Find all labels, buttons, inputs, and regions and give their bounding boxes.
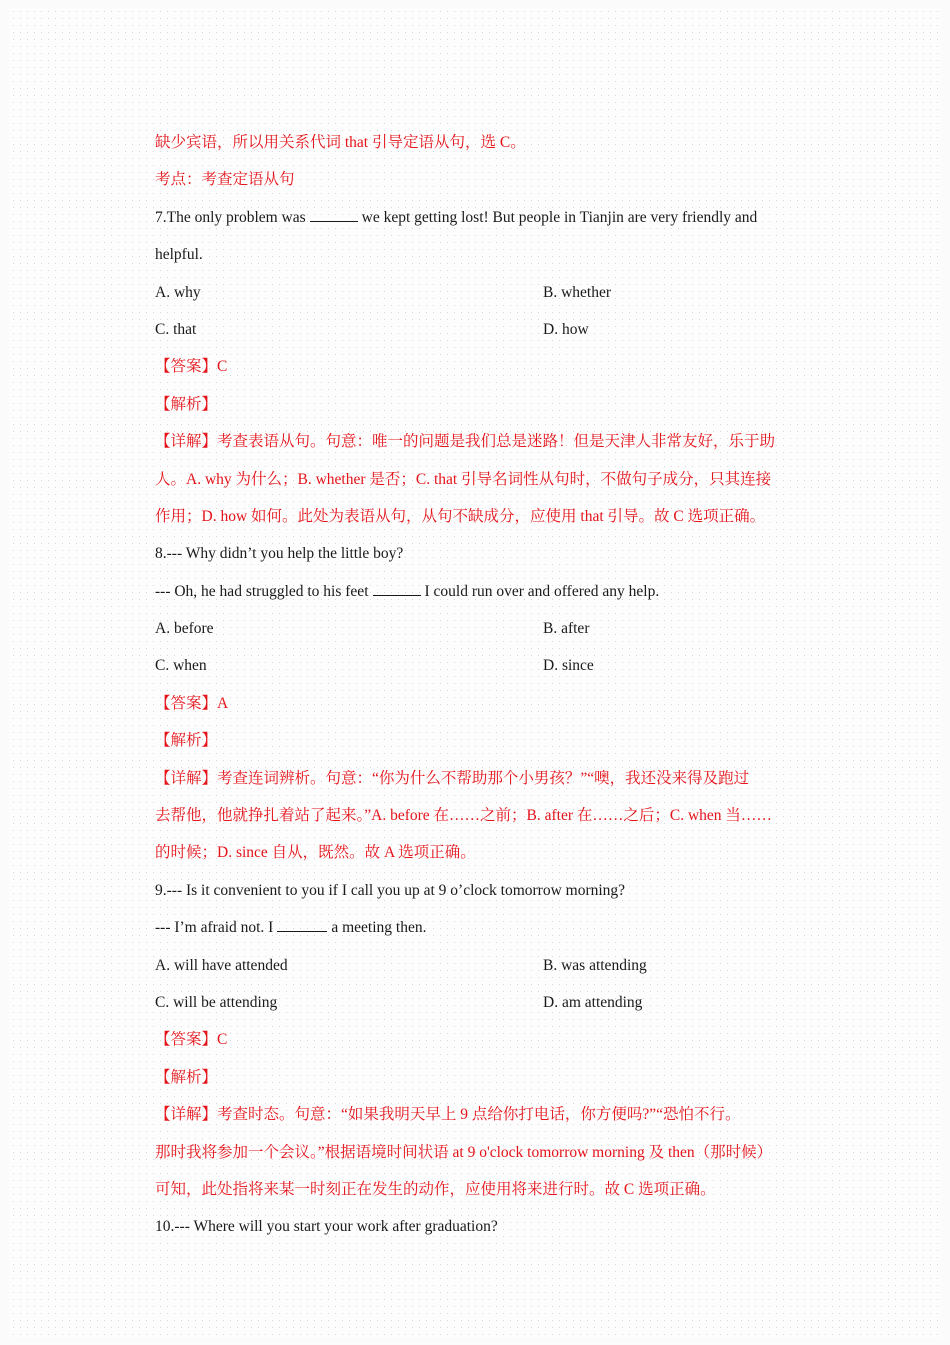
q7-detail-line-3: 作用；D. how 如何。此处为表语从句，从句不缺成分，应使用 that 引导。故 C 选项正确。 [155, 507, 766, 525]
q7-option-c: C. that [155, 320, 197, 338]
q7-analysis-heading: 【解析】 [155, 395, 218, 413]
q7-blank [310, 204, 358, 222]
q8-options-row-2 [155, 647, 825, 684]
q7-stem-text-a: 7.The only problem was [155, 208, 306, 226]
q8-option-a: A. before [155, 620, 214, 638]
q9-option-d: D. am attending [543, 993, 643, 1011]
q9-stem-text-b: a meeting then. [331, 919, 427, 937]
document-content [155, 124, 825, 1246]
q8-blank [373, 578, 421, 596]
q9-detail-line-2: 那时我将参加一个会议。”根据语境时间状语 at 9 o'clock tomorrow morning 及 then（那时候） [155, 1143, 773, 1161]
q9-analysis-heading: 【解析】 [155, 1068, 218, 1086]
q9-blank [277, 914, 327, 932]
q8-options-row-1 [155, 610, 825, 647]
q7-answer: 【答案】C [155, 358, 228, 376]
q9-option-c: C. will be attending [155, 993, 278, 1011]
q9-answer: 【答案】C [155, 1031, 228, 1049]
q7-stem-text-b: we kept getting lost! But people in Tianjin are very friendly and [361, 208, 758, 226]
q7-options-row-2 [155, 311, 825, 348]
q8-detail-line-1: 【详解】考查连词辨析。句意：“你为什么不帮助那个小男孩？”“噢，我还没来得及跑过 [155, 769, 750, 787]
q8-analysis-heading: 【解析】 [155, 732, 218, 750]
q7-stem-line [155, 199, 825, 236]
q9-detail-line-3: 可知，此处指将来某一时刻正在发生的动作，应使用将来进行时。故 C 选项正确。 [155, 1180, 716, 1198]
explanation-line: 缺少宾语，所以用关系代词 that 引导定语从句，选 C。 [155, 134, 526, 151]
q7-stem-continuation: helpful. [155, 246, 203, 264]
q9-options-row-1 [155, 947, 825, 984]
q8-stem-text-a: --- Oh, he had struggled to his feet [155, 582, 369, 600]
q8-option-c: C. when [155, 657, 207, 675]
q8-option-d: D. since [543, 657, 594, 675]
q9-stem-line-2 [155, 909, 825, 946]
q9-stem-text-a: --- I’m afraid not. I [155, 919, 274, 937]
q9-options-row-2 [155, 984, 825, 1021]
q8-stem-text-b: I could run over and offered any help. [424, 582, 660, 600]
q7-option-b: B. whether [543, 283, 612, 301]
document-page [10, 8, 940, 1338]
q8-answer: 【答案】A [155, 694, 229, 712]
q7-detail-line-2: 人。A. why 为什么；B. whether 是否；C. that 引导名词性从句时，不做句子成分，只其连接 [155, 470, 772, 488]
q8-stem-line-1: 8.--- Why didn’t you help the little boy? [155, 545, 404, 563]
q7-options-row-1 [155, 274, 825, 311]
q9-option-b: B. was attending [543, 956, 647, 974]
q7-detail-line-1: 【详解】考查表语从句。句意：唯一的问题是我们总是迷路！但是天津人非常友好，乐于助 [155, 433, 776, 451]
q10-stem-line-1: 10.--- Where will you start your work after graduation? [155, 1218, 498, 1236]
q7-option-d: D. how [543, 320, 589, 338]
q8-stem-line-2 [155, 573, 825, 610]
q9-stem-line-1: 9.--- Is it convenient to you if I call you up at 9 o’clock tomorrow morning? [155, 881, 626, 899]
q9-option-a: A. will have attended [155, 956, 288, 974]
q9-detail-line-1: 【详解】考查时态。句意：“如果我明天早上 9 点给你打电话，你方便吗?”“恐怕不行。 [155, 1106, 741, 1124]
q7-option-a: A. why [155, 283, 201, 301]
q8-detail-line-2: 去帮他，他就挣扎着站了起来。”A. before 在……之前；B. after 在……之后；C. when 当…… [155, 807, 772, 825]
q8-detail-line-3: 的时候；D. since 自从，既然。故 A 选项正确。 [155, 844, 476, 862]
q8-option-b: B. after [543, 620, 590, 638]
exam-point-line: 考点：考查定语从句 [155, 171, 295, 189]
